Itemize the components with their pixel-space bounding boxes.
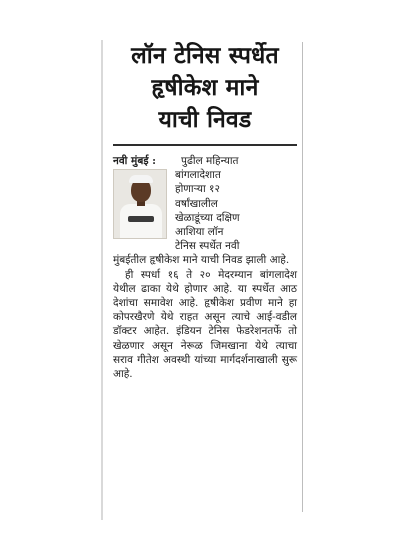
side-line: वर्षांखालील xyxy=(175,197,218,210)
headline xyxy=(113,40,297,136)
column-rule xyxy=(302,42,303,512)
side-text xyxy=(175,154,297,253)
headline-rule xyxy=(113,144,297,146)
side-line: होणाऱ्या १२ xyxy=(175,183,220,196)
headline-line-3: याची निवड xyxy=(158,107,252,133)
side-line: खेळाडूंच्या दक्षिण xyxy=(175,211,240,224)
photo-cap xyxy=(129,175,153,183)
news-clipping xyxy=(113,40,297,520)
player-photo xyxy=(113,169,167,239)
photo-row xyxy=(113,154,297,253)
side-line: पुढील महिन्यात xyxy=(181,155,239,167)
headline-line-1: लॉन टेनिस स्पर्धेत xyxy=(131,43,279,69)
paragraph-1-continued: मुंबईतील हृषीकेश माने याची निवड झाली आहे. xyxy=(113,254,290,267)
side-line: टेनिस स्पर्धेत नवी xyxy=(175,240,240,253)
paragraph-2: ही स्पर्धा १६ ते २० मेदरम्यान बांगलादेश येथील ढाका येथे होणार आहे. या स्पर्धेत आठ देशांचा समावेश आहे. हृषीकेश प्रवीण माने हा कोपरखैरणे येथे राहत असून त्याचे आई-वडील डॉक्टर आहेत. इंडियन टेनिस फेडरेशनतर्फे तो खेळणार असून नेरूळ जिमखाना येथे त्याचा सराव गीतेश अवस्थी यांच्या मार्गदर्शनाखाली सुरू आहे. xyxy=(113,268,297,381)
dateline: नवी मुंबई : xyxy=(113,155,157,167)
page-edge-shadow xyxy=(101,40,103,520)
dateline-line xyxy=(113,154,156,168)
photo-shirt-print xyxy=(128,216,154,222)
photo-column xyxy=(113,154,169,253)
headline-line-2: हृषीकेश माने xyxy=(151,75,259,101)
article-body xyxy=(113,154,297,381)
side-line: बांगलादेशात xyxy=(175,169,221,182)
side-line: आशिया लॉन xyxy=(175,226,224,239)
